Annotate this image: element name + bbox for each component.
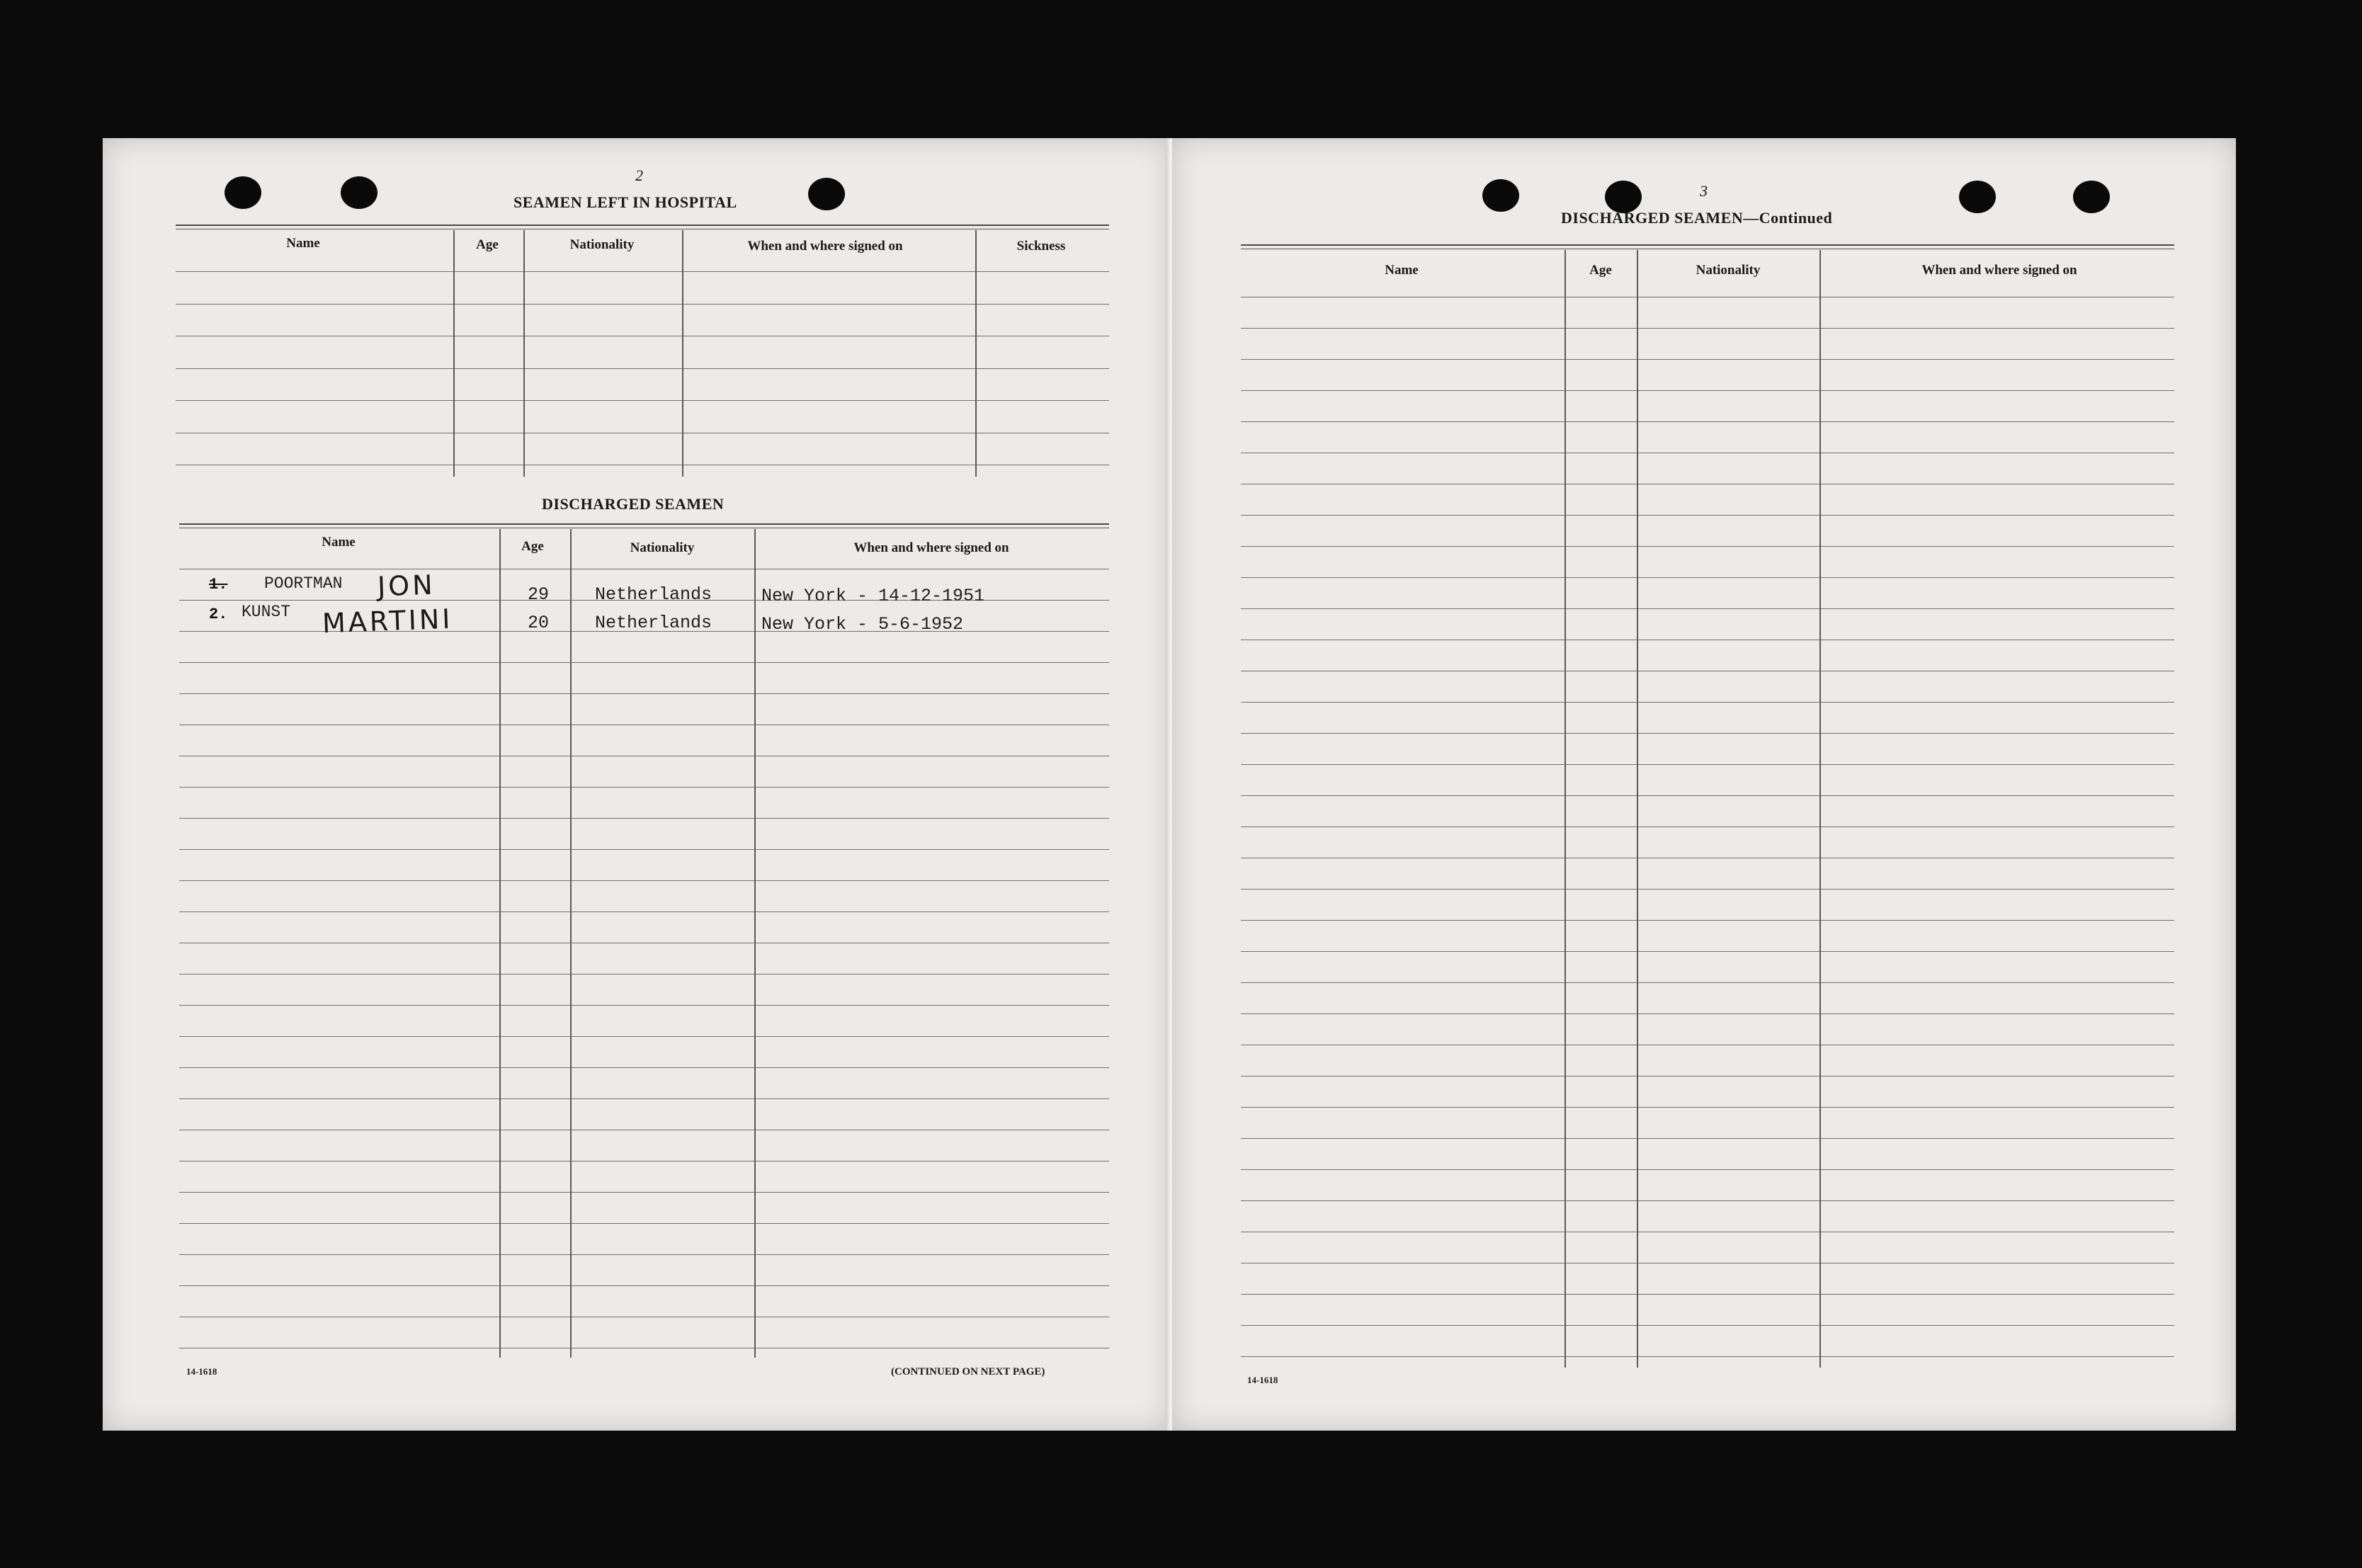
discharged-header-nationality: Nationality <box>630 540 695 555</box>
ruled-line <box>179 818 1109 819</box>
hospital-header-sickness: Sickness <box>1016 239 1066 254</box>
punch-hole <box>225 176 261 209</box>
ruled-line <box>1241 702 2174 703</box>
continued-header-nationality: Nationality <box>1696 263 1761 278</box>
left-page <box>103 138 1171 1431</box>
ruled-line <box>179 1223 1109 1224</box>
ruled-line <box>179 693 1109 694</box>
seaman-surname: KUNST <box>242 603 291 621</box>
ruled-line <box>179 787 1109 788</box>
ruled-line <box>179 911 1109 912</box>
column-divider <box>682 230 683 477</box>
continued-section-title: DISCHARGED SEAMEN—Continued <box>1561 209 1833 227</box>
column-divider <box>499 529 501 1358</box>
ruled-line <box>1241 982 2174 983</box>
ruled-line <box>1241 764 2174 765</box>
seaman-age: 20 <box>528 613 550 633</box>
ruled-line <box>1241 920 2174 921</box>
column-divider <box>1819 250 1821 1368</box>
ruled-line <box>176 304 1109 305</box>
seaman-given-name: JON <box>377 569 436 603</box>
ruled-line <box>1241 733 2174 734</box>
ruled-line <box>1241 608 2174 609</box>
ruled-line <box>1241 359 2174 360</box>
seaman-age: 29 <box>528 584 550 605</box>
ruled-line <box>176 271 1109 272</box>
ruled-line <box>179 1005 1109 1006</box>
column-divider <box>570 529 572 1358</box>
row-number-mark: 1. <box>209 576 228 593</box>
hospital-header-age: Age <box>476 237 499 252</box>
ruled-line <box>1241 390 2174 391</box>
ruled-line <box>1241 577 2174 578</box>
discharged-header-name: Name <box>322 535 356 550</box>
page-number: 3 <box>1700 182 1708 200</box>
punch-hole <box>341 176 377 209</box>
ruled-line <box>1241 889 2174 890</box>
continued-header-age: Age <box>1589 263 1612 278</box>
right-page <box>1172 138 2236 1431</box>
ruled-line <box>1241 546 2174 547</box>
ruled-line <box>1241 1294 2174 1295</box>
seaman-given-name: MARTINI <box>322 603 454 640</box>
rule <box>176 225 1109 226</box>
ruled-line <box>179 1036 1109 1037</box>
column-divider <box>523 230 525 477</box>
ruled-line <box>179 1254 1109 1255</box>
row-number-mark: 2. <box>209 606 228 623</box>
ruled-line <box>1241 795 2174 796</box>
column-divider <box>975 230 977 477</box>
continued-header-signed-on: When and where signed on <box>1921 263 2077 278</box>
hospital-section-title: SEAMEN LEFT IN HOSPITAL <box>513 193 737 211</box>
ruled-line <box>179 849 1109 850</box>
ruled-line <box>1241 1200 2174 1201</box>
hospital-header-nationality: Nationality <box>569 237 635 252</box>
column-divider <box>1637 250 1638 1368</box>
discharged-header-age: Age <box>521 539 544 554</box>
page-number: 2 <box>635 166 643 184</box>
rule <box>1241 244 2174 246</box>
ruled-line <box>1241 1138 2174 1139</box>
discharged-header-signed-on: When and where signed on <box>853 540 1009 555</box>
ruled-line <box>179 880 1109 881</box>
ruled-line <box>179 1285 1109 1286</box>
ruled-line <box>1241 951 2174 952</box>
ruled-line <box>176 400 1109 401</box>
seaman-surname: POORTMAN <box>264 574 343 593</box>
ruled-line <box>1241 328 2174 329</box>
ruled-line <box>179 974 1109 975</box>
seaman-nationality: Netherlands <box>595 584 712 605</box>
ruled-line <box>1241 1013 2174 1014</box>
rule <box>179 523 1109 525</box>
hospital-header-signed-on: When and where signed on <box>747 239 903 254</box>
punch-hole <box>1482 179 1519 212</box>
punch-hole <box>1959 181 1996 213</box>
ruled-line <box>1241 421 2174 422</box>
ruled-line <box>1241 1325 2174 1326</box>
column-divider <box>453 230 455 477</box>
punch-hole <box>808 178 845 210</box>
ruled-line <box>176 368 1109 369</box>
column-divider <box>754 529 756 1358</box>
column-divider <box>1565 250 1566 1368</box>
ruled-line <box>1241 1169 2174 1170</box>
ruled-line <box>1241 515 2174 516</box>
form-number: 14-1618 <box>1247 1375 1278 1385</box>
seaman-signed-on: New York - 14-12-1951 <box>761 586 985 606</box>
discharged-section-title: DISCHARGED SEAMEN <box>542 495 725 513</box>
ruled-line <box>1241 826 2174 827</box>
continued-note: (CONTINUED ON NEXT PAGE) <box>891 1366 1045 1377</box>
ruled-line <box>179 662 1109 663</box>
ruled-line <box>179 1098 1109 1099</box>
hospital-header-name: Name <box>286 236 320 251</box>
form-number: 14-1618 <box>186 1366 217 1377</box>
ruled-line <box>1241 1107 2174 1108</box>
continued-header-name: Name <box>1385 263 1419 278</box>
ruled-line <box>179 1067 1109 1068</box>
seaman-signed-on: New York - 5-6-1952 <box>761 614 964 635</box>
punch-hole <box>2073 181 2110 213</box>
seaman-nationality: Netherlands <box>595 613 712 633</box>
ruled-line <box>179 1192 1109 1193</box>
ruled-line <box>1241 1356 2174 1357</box>
